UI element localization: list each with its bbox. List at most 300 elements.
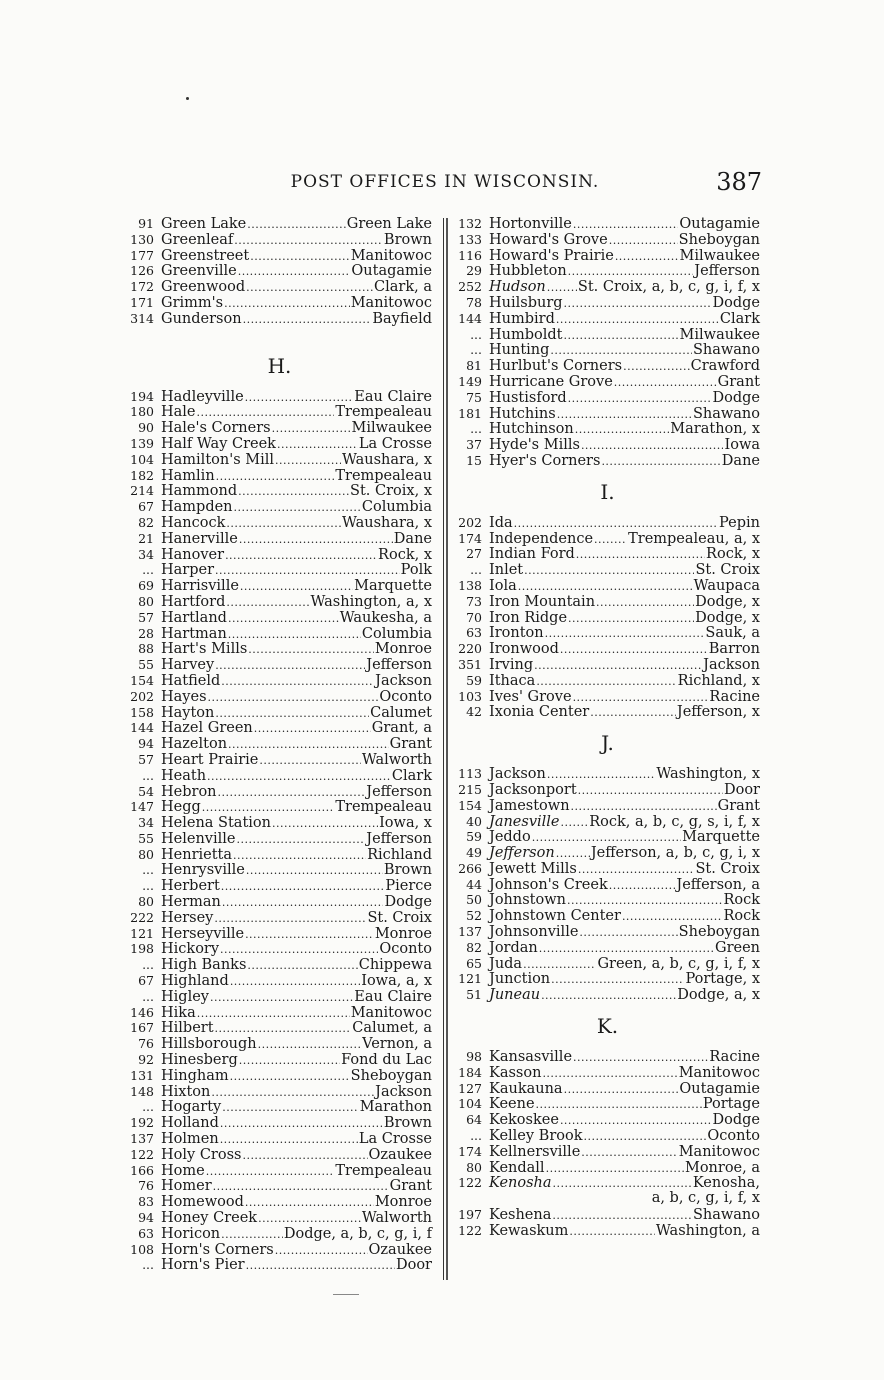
list-item [127, 1210, 432, 1226]
route-number: 51 [466, 987, 482, 1003]
office-name: Hamlin [161, 467, 215, 484]
route-number: 49 [466, 845, 482, 861]
county-name: Monroe [374, 641, 432, 658]
office-name: Ives' Grove [489, 688, 572, 705]
county-name: Rock, x [378, 546, 432, 563]
office-name: Keshena [489, 1207, 552, 1224]
route-number: ... [142, 878, 154, 894]
office-name: Higley [161, 988, 209, 1005]
office-name: Jackson [489, 766, 546, 783]
route-number: 63 [138, 1225, 154, 1241]
route-number: 80 [138, 593, 154, 609]
list-item [455, 295, 760, 311]
office-name: Kasson [489, 1064, 542, 1081]
office-name: Homer [161, 1178, 212, 1195]
office-name: Harrisville [161, 578, 239, 595]
list-item [455, 892, 760, 908]
leader-dots [579, 925, 677, 941]
list-item [455, 421, 760, 437]
county-name: Racine [709, 1049, 760, 1066]
route-number: 122 [458, 1175, 482, 1191]
office-name: Herman [161, 894, 221, 911]
route-number: 50 [466, 892, 482, 908]
leader-dots [228, 737, 389, 753]
leader-dots [573, 217, 679, 233]
office-name: Hart's Mills [161, 641, 248, 658]
leader-dots [245, 1195, 374, 1211]
list-item [455, 1207, 760, 1223]
list-item [455, 248, 760, 264]
leader-dots [230, 1069, 350, 1085]
leader-dots [243, 312, 372, 328]
route-number: 104 [130, 451, 154, 467]
leader-dots [222, 1100, 358, 1116]
office-name: Kendall [489, 1159, 545, 1176]
county-name: Grant [717, 373, 760, 390]
h-entries-continued [455, 216, 760, 469]
list-item [127, 1005, 432, 1021]
route-number: ... [470, 562, 482, 578]
office-name: Ixonia Center [489, 704, 590, 721]
list-item [127, 436, 432, 452]
route-number: 202 [130, 688, 154, 704]
county-name: Grant [389, 736, 432, 753]
route-number: 154 [130, 672, 154, 688]
route-number: 94 [138, 736, 154, 752]
list-item [127, 768, 432, 784]
county-name: Clark [719, 310, 760, 327]
leader-dots [609, 233, 678, 249]
list-item [127, 263, 432, 279]
leader-dots [222, 895, 384, 911]
office-name: Harper [161, 562, 215, 579]
county-name: St. Croix [695, 562, 760, 579]
office-name: Hunting [489, 342, 550, 359]
list-item [455, 861, 760, 877]
office-name: Kelley Brook [489, 1128, 583, 1145]
office-name: Hilbert [161, 1020, 214, 1037]
section-heading-j: J. [601, 731, 614, 756]
list-item [127, 1178, 432, 1194]
route-number: ... [142, 1257, 154, 1273]
list-item [455, 216, 760, 232]
route-number: 64 [466, 1112, 482, 1128]
route-number: 42 [466, 704, 482, 720]
county-name: Vernon, a [362, 1036, 432, 1053]
i-entries [455, 515, 760, 720]
leader-dots [596, 595, 694, 611]
list-item [127, 452, 432, 468]
route-number: 144 [458, 310, 482, 326]
route-number: 103 [458, 688, 482, 704]
county-name: Trempealeau [335, 467, 432, 484]
leader-dots [206, 1164, 335, 1180]
office-name: Horn's Corners [161, 1241, 274, 1258]
leader-dots [242, 1148, 367, 1164]
route-number: 21 [138, 530, 154, 546]
leader-dots [542, 1066, 677, 1082]
route-number: 67 [138, 973, 154, 989]
leader-dots [590, 705, 676, 721]
list-item [455, 531, 760, 547]
leader-dots [221, 1227, 283, 1243]
list-item [127, 1242, 432, 1258]
list-item [127, 562, 432, 578]
list-item [127, 910, 432, 926]
route-number: 27 [466, 546, 482, 562]
county-name: Trempealeau [335, 799, 432, 816]
route-number: 122 [130, 1146, 154, 1162]
county-name: Portage, x [685, 971, 760, 988]
office-name: Hampden [161, 499, 233, 516]
route-number: ... [470, 326, 482, 342]
office-name: Kellnersville [489, 1143, 581, 1160]
office-name: Hegg [161, 799, 201, 816]
leader-dots [547, 280, 577, 296]
leader-dots [536, 1097, 702, 1113]
leader-dots [197, 405, 335, 421]
route-number: 54 [138, 783, 154, 799]
office-name: Jeddo [489, 829, 531, 846]
leader-dots [233, 848, 366, 864]
county-name: Dodge, a, x [677, 987, 760, 1004]
office-name: Hayton [161, 704, 215, 721]
leader-dots [536, 674, 676, 690]
county-name: Green [714, 939, 760, 956]
route-number: 222 [130, 909, 154, 925]
leader-dots [220, 942, 378, 958]
list-item [127, 705, 432, 721]
office-name: Humboldt [489, 326, 563, 343]
office-name: Hale's Corners [161, 420, 271, 437]
leader-dots [239, 532, 393, 548]
leader-dots [248, 642, 374, 658]
route-number: 252 [458, 279, 482, 295]
list-item [127, 673, 432, 689]
leader-dots [240, 579, 353, 595]
spacer [127, 327, 432, 343]
list-item [455, 782, 760, 798]
leader-dots [215, 1021, 352, 1037]
route-number: 80 [466, 1159, 482, 1175]
office-name: Horn's Pier [161, 1257, 245, 1274]
county-name: Sheboygan [678, 231, 760, 248]
leader-dots [571, 799, 717, 815]
leader-dots [623, 359, 690, 375]
leader-dots [218, 785, 366, 801]
route-number: 70 [466, 609, 482, 625]
county-name: Green Lake [346, 216, 432, 232]
office-name: Hurricane Grove [489, 373, 613, 390]
county-name: Bayfield [372, 310, 432, 327]
county-name: La Crosse [358, 1131, 432, 1148]
office-name: Hazelton [161, 736, 228, 753]
county-name: Jackson [375, 1083, 432, 1100]
route-number: 146 [130, 1004, 154, 1020]
office-name: Greenstreet [161, 247, 250, 264]
list-item [127, 279, 432, 295]
route-number: 133 [458, 231, 482, 247]
leader-dots [247, 958, 357, 974]
office-name: Jacksonport [489, 781, 577, 798]
route-number: 121 [130, 925, 154, 941]
route-number: 57 [138, 751, 154, 767]
list-item [455, 437, 760, 453]
leader-dots [221, 674, 374, 690]
route-number: 149 [458, 373, 482, 389]
list-item [127, 689, 432, 705]
list-item [455, 641, 760, 657]
route-number: 78 [466, 294, 482, 310]
county-name: Outagamie [679, 216, 760, 232]
county-name: Washington, a [655, 1222, 760, 1239]
leader-dots [246, 863, 383, 879]
leader-dots [250, 249, 349, 265]
list-item [127, 831, 432, 847]
route-number: 15 [466, 452, 482, 468]
leader-dots [545, 626, 705, 642]
county-name: Richland, x [677, 672, 760, 689]
office-name: Holmen [161, 1131, 219, 1148]
office-name: Gunderson [161, 310, 242, 327]
route-number: ... [142, 562, 154, 578]
county-name: Crawford [690, 358, 760, 375]
county-name: Jefferson [366, 783, 432, 800]
county-name: Marquette [354, 578, 432, 595]
route-number: 215 [458, 781, 482, 797]
county-name: Grant, a [371, 720, 432, 737]
leader-dots [524, 563, 694, 579]
county-name: Milwaukee [351, 420, 432, 437]
county-name: Polk [400, 562, 432, 579]
leader-dots [228, 627, 361, 643]
list-item [127, 389, 432, 405]
leader-dots [581, 1145, 677, 1161]
office-name: Highland [161, 973, 229, 990]
leader-dots [573, 690, 709, 706]
leader-dots [202, 800, 335, 816]
route-number: 197 [458, 1207, 482, 1223]
county-name: Jackson [703, 656, 760, 673]
list-item [127, 926, 432, 942]
county-name: Grant [717, 797, 760, 814]
route-number: 180 [130, 404, 154, 420]
route-number: 104 [458, 1096, 482, 1112]
office-name: Hebron [161, 783, 217, 800]
office-name: Kansasville [489, 1049, 573, 1066]
leader-dots [581, 438, 724, 454]
county-name: Oconto [379, 941, 432, 958]
leader-dots [568, 391, 712, 407]
route-number: 28 [138, 625, 154, 641]
office-name: Iron Ridge [489, 609, 568, 626]
route-number: 88 [138, 641, 154, 657]
office-name: Hutchinson [489, 421, 574, 438]
route-number: 184 [458, 1064, 482, 1080]
county-name: Washington, a, x [310, 593, 432, 610]
list-item [455, 578, 760, 594]
office-name: Kekoskee [489, 1112, 559, 1129]
county-name: Clark [391, 767, 432, 784]
route-number: ... [142, 1099, 154, 1115]
office-name: Hyer's Corners [489, 452, 601, 469]
office-name: Hadleyville [161, 388, 244, 405]
route-number: 82 [466, 939, 482, 955]
office-name: Hatfield [161, 672, 221, 689]
county-name: Monroe [374, 925, 432, 942]
county-name: St. Croix [367, 909, 432, 926]
office-name: Half Way Creek [161, 435, 276, 452]
route-number: 63 [466, 625, 482, 641]
list-item [455, 358, 760, 374]
county-name: Eau Claire [354, 388, 432, 405]
route-number: 158 [130, 704, 154, 720]
office-name: Helenville [161, 830, 236, 847]
continuation-line: a, b, c, g, i, f, x [651, 1190, 760, 1207]
county-name: Dodge, x [695, 593, 760, 610]
list-item [127, 531, 432, 547]
leader-dots [213, 1179, 389, 1195]
office-name: Hazel Green [161, 720, 253, 737]
route-number: 34 [138, 815, 154, 831]
office-name: Hortonville [489, 216, 572, 232]
office-name: Juneau [489, 987, 541, 1004]
list-item [127, 941, 432, 957]
list-item [127, 657, 432, 673]
office-name: Kaukauna [489, 1080, 563, 1097]
leader-dots [246, 280, 373, 296]
county-name: Milwaukee [679, 326, 760, 343]
office-name: Iron Mountain [489, 593, 596, 610]
list-item [127, 1036, 432, 1052]
leader-dots [258, 1211, 361, 1227]
route-number: 132 [458, 216, 482, 231]
office-name: Howard's Grove [489, 231, 608, 248]
leader-dots [523, 957, 596, 973]
county-name: Waupaca [693, 577, 760, 594]
office-name: Indian Ford [489, 546, 575, 563]
list-item [127, 1020, 432, 1036]
route-number: 266 [458, 860, 482, 876]
county-name: Brown [383, 231, 432, 248]
list-item [127, 1163, 432, 1179]
county-name: Iowa [724, 437, 760, 454]
office-name: Greenwood [161, 279, 246, 296]
county-name: Brown [383, 862, 432, 879]
list-item [455, 673, 760, 689]
county-name: Dodge [712, 1112, 760, 1129]
list-item [127, 468, 432, 484]
list-item [127, 248, 432, 264]
office-name: Home [161, 1162, 205, 1179]
county-name: Dodge [712, 294, 760, 311]
route-number: 29 [466, 263, 482, 279]
list-item [127, 232, 432, 248]
leader-dots [220, 1116, 383, 1132]
list-item [127, 815, 432, 831]
route-number: 194 [130, 388, 154, 404]
route-number: 314 [130, 310, 154, 326]
list-item [455, 1128, 760, 1144]
leader-dots [216, 469, 335, 485]
county-name: St. Croix, x [350, 483, 432, 500]
office-name: Honey Creek [161, 1210, 258, 1227]
office-name: Hogarty [161, 1099, 222, 1116]
leader-dots [575, 422, 670, 438]
leader-dots [272, 421, 351, 437]
office-name: Hale [161, 404, 196, 421]
county-name: Grant [389, 1178, 432, 1195]
county-name: Manitowoc [678, 1064, 760, 1081]
office-name: Hubbleton [489, 263, 567, 280]
office-name: Jamestown [489, 797, 570, 814]
list-item [127, 1194, 432, 1210]
leader-dots [546, 1161, 684, 1177]
list-item [127, 1226, 432, 1242]
route-number: 171 [130, 294, 154, 310]
county-name: Manitowoc [350, 247, 432, 264]
route-number: 94 [138, 1210, 154, 1226]
county-name: Calumet [370, 704, 432, 721]
leader-dots [238, 484, 349, 500]
list-item [127, 862, 432, 878]
list-item [455, 657, 760, 673]
office-name: Holy Cross [161, 1146, 242, 1163]
office-name: Johnson's Creek [489, 876, 608, 893]
county-name: Manitowoc [678, 1143, 760, 1160]
route-number: ... [142, 862, 154, 878]
county-name: Marathon, x [670, 421, 760, 438]
county-name: Rock, x [706, 546, 760, 563]
route-number: ... [470, 342, 482, 358]
office-name: Howard's Prairie [489, 247, 614, 264]
page-mark [186, 97, 189, 100]
county-name: Door [395, 1257, 432, 1274]
route-number: 121 [458, 971, 482, 987]
route-number: 182 [130, 467, 154, 483]
county-name: Fond du Lac [341, 1052, 432, 1069]
office-name: Hersey [161, 909, 214, 926]
county-name: Jefferson [366, 830, 432, 847]
route-number: ... [470, 421, 482, 437]
route-number: 177 [130, 247, 154, 263]
county-name: Jefferson [366, 657, 432, 674]
office-name: Jordan [489, 939, 538, 956]
h-entries [127, 389, 432, 1274]
county-name: Walworth [361, 1210, 432, 1227]
route-number: 69 [138, 578, 154, 594]
list-item [455, 562, 760, 578]
office-name: Iola [489, 577, 517, 594]
office-name: Inlet [489, 562, 524, 579]
list-item [127, 610, 432, 626]
county-name: Jefferson, a [676, 876, 760, 893]
route-number: 76 [138, 1036, 154, 1052]
county-name: Green, a, b, c, g, i, f, x [597, 955, 760, 972]
route-number: 122 [458, 1222, 482, 1238]
list-item [127, 784, 432, 800]
county-name: Rock, a, b, c, g, s, i, f, x [589, 813, 760, 830]
list-item [455, 940, 760, 956]
list-item [455, 924, 760, 940]
leader-dots [569, 1224, 655, 1240]
route-number: 83 [138, 1194, 154, 1210]
office-name: Hammond [161, 483, 238, 500]
leader-dots [557, 407, 692, 423]
route-number: 67 [138, 499, 154, 515]
county-name: Shawano [692, 342, 760, 359]
list-item [455, 625, 760, 641]
